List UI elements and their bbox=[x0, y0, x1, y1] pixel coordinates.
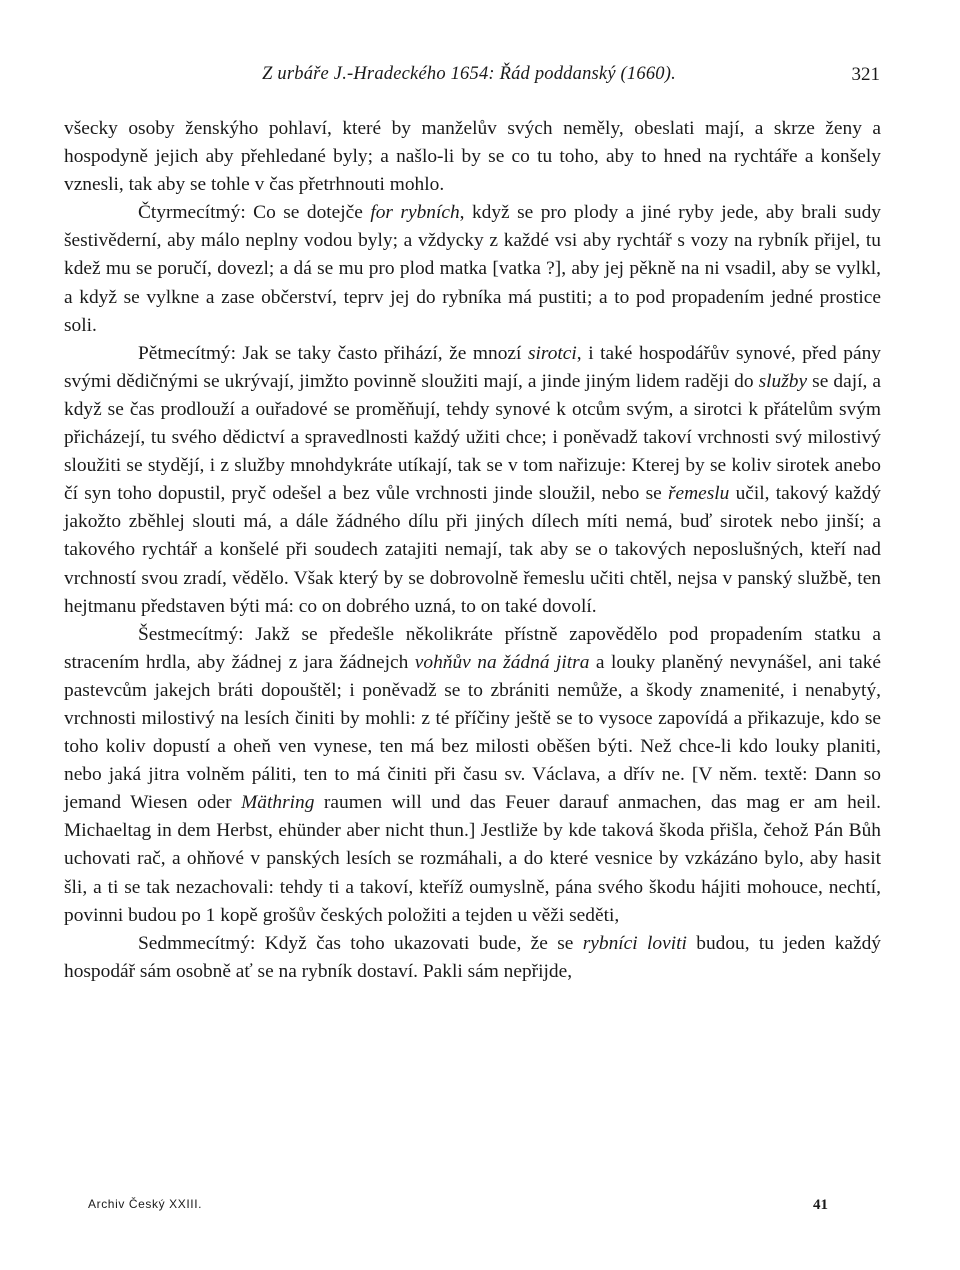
paragraph bbox=[64, 621, 881, 930]
sheet-number: 41 bbox=[813, 1197, 828, 1213]
italic-term: for rybních bbox=[370, 202, 460, 224]
text-run: , i také hospodářův synové, před pány svými dědičnými se ukrývají, jimžto povinně sloužiti mají, a jinde jiným lidem raději do bbox=[64, 342, 881, 392]
body-text bbox=[64, 115, 881, 986]
signature-mark: Archiv Český XXIII. bbox=[88, 1197, 203, 1211]
page-footer bbox=[88, 1195, 828, 1217]
text-run: Šestmecítmý: Jakž se předešle několikráte přístně zapovědělo pod propadením statku a stracením hrdla, aby žádnej z jara žádnejch bbox=[64, 623, 881, 673]
italic-term: rybníci loviti bbox=[582, 932, 687, 954]
text-run: Čtyrmecítmý: Co se dotejče bbox=[138, 202, 371, 224]
text-run: Pětmecítmý: Jak se taky často přihází, že mnozí bbox=[138, 342, 528, 364]
text-run: , když se pro plody a jiné ryby jede, aby brali sudy šestivěderní, aby málo neplny vodou byly; a vždycky z každé vsi aby rychtář s vozy na rybník přijel, tu kdež mu se poručí, dovezl; a dá se mu pro plod matka [vatka ?], aby jej pěkně na ni vsadil, aby se vylkl, a když se vylkne a zase občerství, teprv jej do rybníka má pustiti; a to pod propadením jedné prostice soli. bbox=[64, 202, 881, 336]
paragraph bbox=[64, 115, 881, 199]
text-run: raumen will und das Feuer darauf anmachen, das mag er am heil. Michaeltag in dem Herbst, ehünder aber nicht thun.] Jestliže by kde taková škoda přišla, čehož Pán Bůh uchovati rač, a ohňové v panských lesích se rozmáhali, a do které vesnice by vzkázáno bylo, aby hasit šli, a ti se tak nezachovali: tehdy ti a takoví, kteříž oumyslně, pána svého škodu hájiti mohouce, nechtí, povinni budou po 1 kopě grošův českých položiti a tejden u věži seděti, bbox=[64, 792, 882, 926]
page-number: 321 bbox=[851, 64, 880, 85]
text-run: všecky osoby ženskýho pohlaví, které by manželův svých neměly, obeslati mají, a skrze ženy a hospodyně jejich aby přehledané byly; a našlo-li by se co tu toho, aby to hned na rychtáře a konšely vznesli, tak aby se tohle v čas přetrhnouti mohlo. bbox=[64, 118, 881, 196]
paragraph bbox=[64, 199, 881, 339]
italic-term: řemeslu bbox=[667, 483, 730, 505]
text-run: Sedmmecítmý: Když čas toho ukazovati bude, že se bbox=[138, 932, 583, 954]
italic-term: služby bbox=[758, 370, 808, 392]
text-run: budou, tu jeden každý hospodář sám osobně ať se na rybník dostaví. Pakli sám nepřijde, bbox=[64, 932, 882, 982]
text-run: a louky planěný nevynášel, ani také pastevcům jakejch bráti dopouštěl; i poněvadž se to zbrániti nemůže, a škody znamenité, i nenabytý, vrchnosti milostivý na lesích činiti by mohli: z té příčiny ještě se to vysoce zapovídá a přikazuje, kdo se toho koliv dopustí a oheň ven vynese, ten má bez milosti oběšen býti. Než chce-li kdo louky planiti, nebo jaká jitra volněm páliti, ten to má činiti při času sv. Václava, a dřív ne. [V něm. textě: Dann so jemand Wiesen oder bbox=[64, 651, 881, 814]
text-run: učil, takový každý jakožto zběhlej slouti má, a dále žádného dílu při jiných dílech míti nemá, buď sirotek nebo jinší; a takového rychtář a konšelé při soudech zatajiti nemají, tak aby se o takových neposlušných, kteří nad vrchností svou zradí, vědělo. Však který by se dobrovolně řemeslu učiti chtěl, nejsa v panský službě, ten hejtmanu představen býti má: co on dobrého uzná, to on také dovolí. bbox=[64, 483, 881, 617]
paragraph bbox=[64, 930, 881, 986]
text-run: se dají, a když se čas prodlouží a ouřadové se proměňují, tehdy synové k otcům svým, a sirotci k přátelům svým přicházejí, tu svého dědictví a spravedlnosti každý užiti chce; i poněvadž takoví vrchnosti svý milostivý sloužiti se stydějí, i z služby mnohdykráte utíkají, tak se v tom nařizuje: Kterej by se koliv sirotek anebo čí syn toho dopustil, pryč odešel a bez vůle vrchnosti jinde sloužil, nebo se bbox=[64, 370, 881, 505]
italic-term: Mäthring bbox=[241, 792, 315, 814]
running-title: Z urbáře J.-Hradeckého 1654: Řád poddanský (1660). bbox=[262, 64, 676, 84]
paragraph bbox=[64, 340, 881, 621]
italic-term: vohňův na žádná jitra bbox=[414, 651, 590, 673]
running-head bbox=[64, 64, 880, 90]
italic-term: sirotci bbox=[527, 342, 577, 364]
